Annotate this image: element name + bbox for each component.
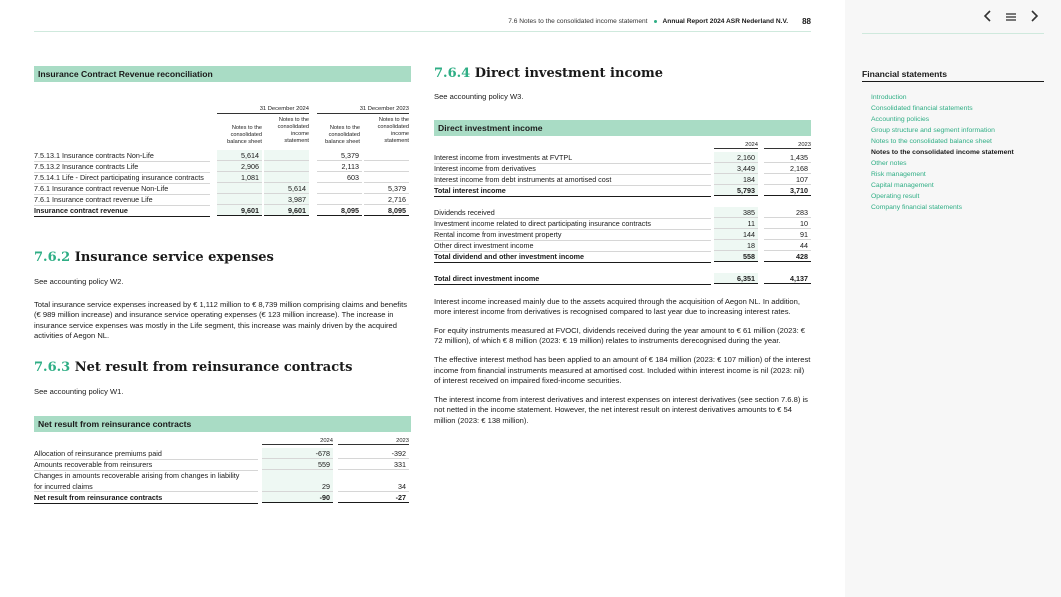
section-title: Direct investment income: [474, 66, 664, 81]
year-2023: 2023: [338, 438, 409, 445]
year-2024: 2024: [714, 142, 758, 149]
toc-list: [871, 92, 1051, 213]
year-2024: 2024: [262, 438, 333, 445]
row-label-line1: Changes in amounts recoverable arising from changes in liability: [34, 470, 240, 480]
row-label: Total direct investment income: [434, 273, 711, 285]
cell-2024: 144: [714, 229, 758, 240]
year-2023: 2023: [764, 142, 811, 149]
table-row: [34, 470, 411, 492]
paragraph: For equity instruments measured at FVOCI, dividends received during the year amount to € 61 million (2023: € 72 million), of which € 8 million (2023: € 19 million) relates to instruments derecognised during the year.: [434, 325, 806, 346]
cell-2024: 18: [714, 240, 758, 251]
cell-2023: 1,435: [764, 152, 811, 163]
cell-i24: [264, 150, 309, 161]
cell-2024: 2,160: [714, 152, 758, 163]
cell-i23: 5,379: [364, 183, 409, 194]
cell-2023: -392: [338, 448, 409, 459]
row-label: 7.5.14.1 Life - Direct participating insurance contracts: [34, 172, 210, 184]
spacer: [434, 262, 811, 273]
cell-b24: 2,906: [217, 161, 262, 172]
paragraph: The effective interest method has been applied to an amount of € 184 million (2023: € 107 million) of the interest income from financial instruments measured at amortised cost. Included within interest income is nil (2023: nil) of interest received on impaired fixed-income securities.: [434, 354, 811, 386]
cell-b23: [317, 183, 362, 194]
icr-date-2023: 31 December 2023: [317, 106, 409, 114]
section-heading-764: [434, 66, 811, 81]
cell-2024: 11: [714, 218, 758, 229]
table-row: [434, 207, 811, 218]
cell-2023: 3,710: [764, 185, 811, 196]
icr-table-body: [34, 150, 411, 216]
paragraph: The interest income from interest derivatives and interest expenses on interest derivatives (see section 7.6.8) is not netted in the income statement. However, the net interest result on interest derivatives amounts to € 54 million (2023: € 138 million).: [434, 394, 808, 425]
row-label-line2: for incurred claims: [34, 481, 93, 491]
cell-i24: [264, 172, 309, 183]
reinsurance-table-body: [34, 448, 411, 503]
toc-item-company-financial-statements[interactable]: Company financial statements: [871, 204, 963, 211]
divider: [862, 33, 1044, 34]
row-label: 7.5.13.1 Insurance contracts Non-Life: [34, 150, 210, 162]
cell-b23: 603: [317, 172, 362, 183]
table-row: [34, 183, 411, 194]
row-label: 7.6.1 Insurance contract revenue Non-Life: [34, 183, 210, 195]
cell-2023: 34: [338, 470, 409, 492]
row-label: Net result from reinsurance contracts: [34, 492, 258, 504]
table-row: [34, 172, 411, 183]
header-report-title: Annual Report 2024 ASR Nederland N.V.: [662, 18, 789, 25]
cell-2024: 385: [714, 207, 758, 218]
cell-b24: [217, 183, 262, 194]
page-header: [34, 12, 811, 32]
toc-item-other-notes[interactable]: Other notes: [871, 160, 907, 167]
table-row: [434, 163, 811, 174]
cell-2023: 2,168: [764, 163, 811, 174]
header-section[interactable]: 7.6 Notes to the consolidated income statement: [508, 18, 648, 25]
table-subtotal-row: [434, 185, 811, 196]
row-label: Total dividend and other investment income: [434, 251, 711, 263]
cell-2024: 29: [262, 470, 333, 492]
table-subtotal-row: [434, 251, 811, 262]
cell-b23: [317, 194, 362, 205]
cell-2024: 6,351: [714, 273, 758, 284]
toc-item-introduction[interactable]: Introduction: [871, 94, 907, 101]
paragraph: Total insurance service expenses increased by € 1,112 million to € 8,739 million comprising claims and benefits (€ 989 million increase) and insurance service operating expenses (€ 123 million increase). The increase in insurance service expenses was mostly in the Life segment, this increase was mainly driven by the acquired activities of Aegon NL.: [34, 299, 407, 341]
left-column: [34, 66, 411, 503]
row-label: Total interest income: [434, 185, 711, 197]
dii-column-headers: [434, 136, 811, 152]
icr-col-balance-2023: Notes to the consolidated balance sheet: [325, 125, 360, 145]
row-label: Investment income related to direct participating insurance contracts: [434, 218, 711, 230]
table-total-row: [34, 492, 411, 503]
cell-2023: 331: [338, 459, 409, 470]
toc-item-notes-balance-sheet[interactable]: Notes to the consolidated balance sheet: [871, 138, 992, 145]
paragraph: Interest income increased mainly due to the assets acquired through the acquisition of Aegon NL. In addition, more interest income from derivatives is recognised compared to last year due to increasing interest rates.: [434, 296, 800, 317]
cell-b24: [217, 194, 262, 205]
cell-b23: 2,113: [317, 161, 362, 172]
cell-i23: [364, 161, 409, 172]
cell-i24: 3,987: [264, 194, 309, 205]
row-label: Interest income from investments at FVTPL: [434, 152, 711, 164]
cell-2024: 558: [714, 251, 758, 262]
table-row: [34, 161, 411, 172]
section-title: Insurance service expenses: [74, 250, 274, 265]
policy-reference: See accounting policy W3.: [434, 92, 524, 101]
cell-2023: 44: [764, 240, 811, 251]
table-row: [34, 448, 411, 459]
toc-item-notes-income-statement[interactable]: Notes to the consolidated income statement: [871, 149, 1014, 156]
cell-i23: 8,095: [364, 205, 409, 216]
row-label: Amounts recoverable from reinsurers: [34, 459, 258, 471]
right-column: [434, 66, 811, 427]
icr-col-income-2023: Notes to the consolidated income statement: [377, 117, 409, 144]
navigation-panel: [845, 0, 1061, 597]
cell-2024: 5,793: [714, 185, 758, 196]
policy-reference: See accounting policy W1.: [34, 386, 124, 396]
chevron-left-icon[interactable]: [983, 10, 993, 25]
toc-item-group-structure[interactable]: Group structure and segment information: [871, 127, 995, 134]
cell-b23: 5,379: [317, 150, 362, 161]
table-row: [434, 240, 811, 251]
cell-2024: 3,449: [714, 163, 758, 174]
page-number: 88: [802, 17, 811, 26]
icr-column-headers: [34, 82, 411, 150]
cell-b24: 9,601: [217, 205, 262, 216]
cell-i23: [364, 150, 409, 161]
table-row: [34, 150, 411, 161]
row-label: 7.6.1 Insurance contract revenue Life: [34, 194, 210, 206]
header-dot: [654, 20, 657, 23]
dii-table-body: [434, 152, 811, 284]
cell-i23: 2,716: [364, 194, 409, 205]
table-row: [434, 229, 811, 240]
cell-2024: -678: [262, 448, 333, 459]
cell-b23: 8,095: [317, 205, 362, 216]
nav-buttons: [983, 10, 1039, 25]
cell-2023: -27: [338, 492, 409, 503]
cell-2023: 4,137: [764, 273, 811, 284]
cell-i23: [364, 172, 409, 183]
row-label: Interest income from debt instruments at amortised cost: [434, 174, 711, 186]
cell-2023: 283: [764, 207, 811, 218]
cell-b24: 1,081: [217, 172, 262, 183]
cell-2024: 184: [714, 174, 758, 185]
cell-2023: 10: [764, 218, 811, 229]
cell-2023: 107: [764, 174, 811, 185]
section-title: Net result from reinsurance contracts: [74, 359, 353, 375]
table-total-row: [434, 273, 811, 284]
cell-2024: -90: [262, 492, 333, 503]
table-row: [434, 152, 811, 163]
cell-b24: 5,614: [217, 150, 262, 161]
cell-2024: 559: [262, 459, 333, 470]
section-heading-763: [34, 360, 411, 375]
dii-table-title: Direct investment income: [434, 120, 811, 136]
icr-date-2024: 31 December 2024: [217, 106, 309, 114]
cell-i24: [264, 161, 309, 172]
toc-item-capital-management[interactable]: Capital management: [871, 182, 934, 189]
section-heading-762: [34, 250, 411, 265]
section-number: 7.6.3: [34, 359, 71, 375]
icr-col-income-2024: Notes to the consolidated income statement: [277, 117, 309, 144]
chevron-right-icon[interactable]: [1029, 10, 1039, 25]
row-label: Allocation of reinsurance premiums paid: [34, 448, 258, 460]
row-label: Rental income from investment property: [434, 229, 711, 241]
toc-item-consolidated-financial-statements[interactable]: Consolidated financial statements: [871, 105, 973, 112]
row-label: Other direct investment income: [434, 240, 711, 252]
table-row: [34, 194, 411, 205]
section-number: 7.6.4: [434, 66, 471, 81]
cell-2023: 428: [764, 251, 811, 262]
toc-item-operating-result[interactable]: Operating result: [871, 193, 920, 200]
table-row: [34, 459, 411, 470]
table-row: [434, 174, 811, 185]
cell-2023: 91: [764, 229, 811, 240]
row-label: 7.5.13.2 Insurance contracts Life: [34, 161, 210, 173]
row-label: Dividends received: [434, 207, 711, 219]
icr-table-title: Insurance Contract Revenue reconciliation: [34, 66, 411, 82]
cell-i24: 5,614: [264, 183, 309, 194]
menu-icon[interactable]: [1005, 10, 1017, 25]
toc-item-risk-management[interactable]: Risk management: [871, 171, 926, 178]
icr-col-balance-2024: Notes to the consolidated balance sheet: [227, 125, 262, 145]
row-label: Insurance contract revenue: [34, 205, 210, 217]
section-number: 7.6.2: [34, 250, 71, 265]
cell-i24: 9,601: [264, 205, 309, 216]
toc-item-accounting-policies[interactable]: Accounting policies: [871, 116, 930, 123]
policy-reference: See accounting policy W2.: [34, 277, 124, 286]
spacer: [434, 196, 811, 207]
reinsurance-table-title: Net result from reinsurance contracts: [34, 416, 411, 432]
table-row: [434, 218, 811, 229]
reinsurance-column-headers: [34, 432, 411, 448]
toc-title: Financial statements: [862, 69, 1044, 82]
table-total-row: [34, 205, 411, 216]
row-label: Interest income from derivatives: [434, 163, 711, 175]
row-label: [34, 470, 258, 492]
